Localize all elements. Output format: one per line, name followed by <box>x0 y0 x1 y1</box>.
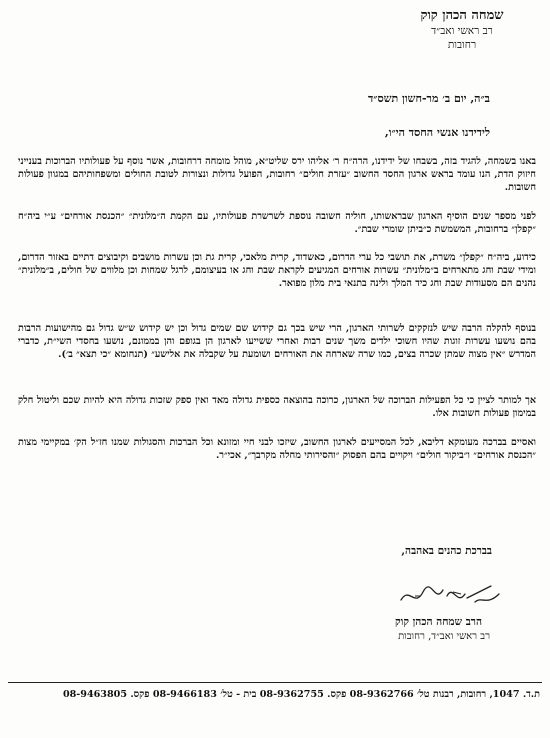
letterhead-city: רחובות <box>447 39 477 51</box>
body-paragraph-1: באנו בשמחה, להגיד בזה, בשבחו של ידידנו, הרה״ח ר׳ אליהו ירס שליט״א, מוהל מומחה דרחובות, אשר נוסף על פעולותיו הברוכות בענייני חיזוק הדת, הנו עומד בראש ארגון החסד החשוב ״עזרת חולים״ רחובות, הפועל גדולות ונצורות לטובת החולים ומשפחותיהם במגוון פעולות חשובות. <box>18 156 536 193</box>
footer-contact: ת.ד. 1047, רחובות, רבנות טל׳ 08-9362766 פקס. 08-9362755 בית - טל׳ 08-9466183 פקס. 08-9463805 <box>62 689 540 700</box>
signatory-title: רב ראשי ואב״ד, רחובות <box>398 631 490 642</box>
letterhead-name: שמחה הכהן קוק <box>420 8 504 23</box>
closing-line: בברכת כהנים באהבה, <box>401 545 492 557</box>
signatory-name: הרב שמחה הכהן קוק <box>395 616 482 628</box>
letter-greeting: לידידנו אנשי החסד הי״ו, <box>384 126 490 139</box>
letterhead-title: רב ראשי ואב״ד <box>431 25 493 37</box>
body-paragraph-4: בנוסף להקלה הרבה שיש לנזקקים לשרותי הארגון, הרי שיש בכך גם קידוש שם שמים גדול וכן יש קידוש ש״ש גדול גם מהישועות הרבות בהם נושעו עשרות זוגות שהיו חשוכי ילדים משך שנים רבות ואחרי ששייעו לארגון הן בגופם והן בממונם, נושעו בחסדי השי״ת, כדברי המדרש ״אין מצוה שמתן שכרה בצים, כמו שרה שארחה את האורחים ושומעת על שקבלה את אלישע״ (תנחומא ״כי תצא״ ב׳). <box>18 323 536 360</box>
letter-date: ב״ה, יום ב׳ מר-חשון תשס״ד <box>368 92 490 105</box>
letterhead <box>392 8 532 52</box>
body-paragraph-3: כידוע, ביה״ח ״קפלן״ משרת, את תושבי כל ערי הדרום, כאשדוד, קרית מלאכי, קרית גת וכן עשרות מושבים וקיבוצים דתיים באזור הדרום, ומידי שבת וחג מתארחים ב״מלונית״ עשרות אורחים המגיעים לקראת שבת וחג או בעיצומם, לרגל שמחות וכן מלווים של חולים, ב״מלונית״ נהנים הם מסעודות שבת וחג כיד המלך ולינה בתנאי בית מלון מפואר. <box>18 252 536 289</box>
body-paragraph-2: לפני מספר שנים הוסיף הארגון שבראשותו, חוליה חשובה נוספת לשרשרת פעולותיו, עם הקמת ה״מלונית״ ״הכנסת אורחים״ ע״י ביה״ח ״קפלן״ ברחובות, המשמשת כ״ביתן שומרי שבת״. <box>18 211 536 235</box>
body-paragraph-6: ואסיים בברכה מעומקא דליבא, לכל המסייעים לארגון החשוב, שיזכו לבני חיי ומזונא וכל הברכות והסגולות שמנו חז״ל הק׳ במקיימי מצות ״הכנסת אורחים״ ו״ביקור חולים״ ויקויים בהם הפסוק ״והסירותי מחלה מקרבך״, אכי״ר. <box>18 437 536 461</box>
handwritten-signature <box>395 578 505 612</box>
body-paragraph-5: אך למותר לציין כי כל הפעילות הברוכה של הארגון, כרוכה בהוצאה כספית גדולה מאד ואין ספק שזכות גדולה היא להיות שכם וליטול חלק במימון פעולות חשובות אלו. <box>18 395 536 419</box>
footer-divider <box>8 682 542 683</box>
